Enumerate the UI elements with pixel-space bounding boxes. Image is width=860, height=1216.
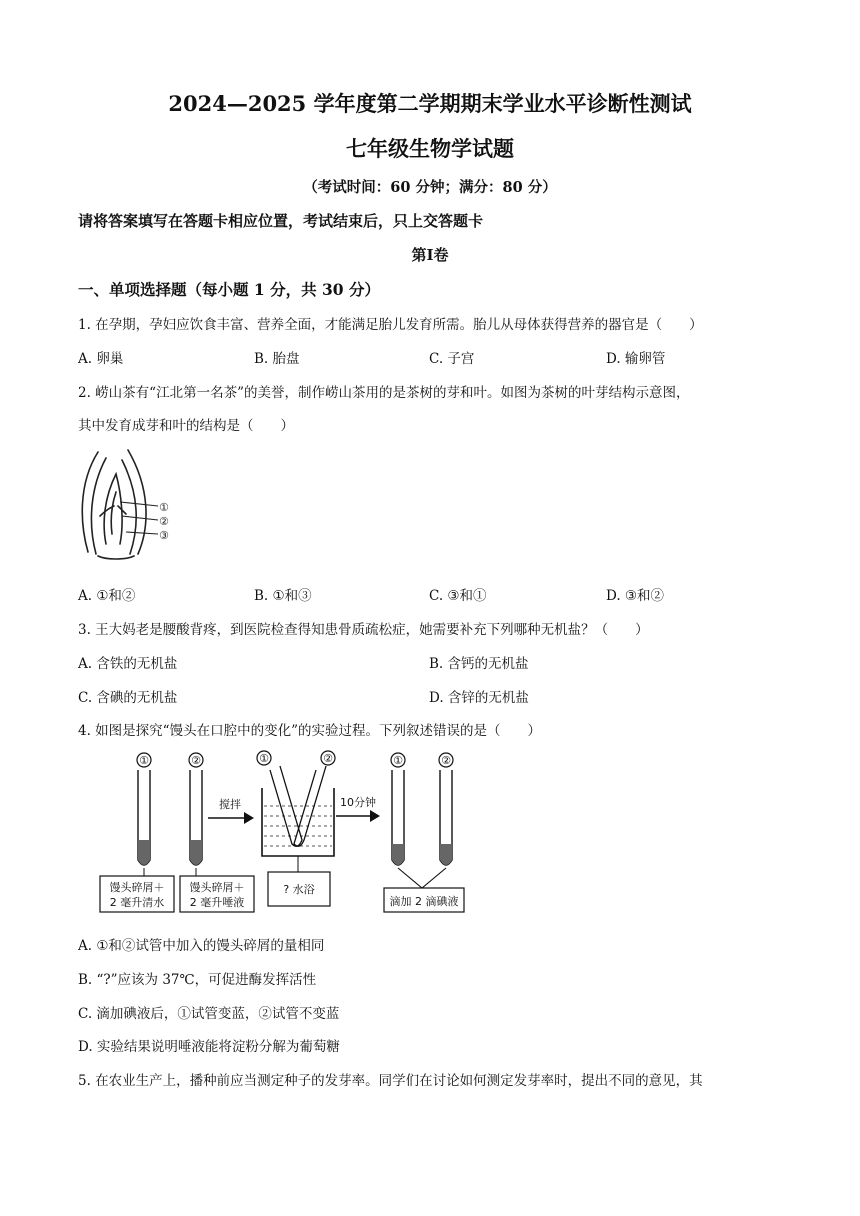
volume-heading: 第Ⅰ卷 (411, 246, 449, 264)
question-2-stem-line1: 2. 崂山茶有“江北第一名茶”的美誉，制作崂山茶用的是茶树的芽和叶。如图为茶树的叶芽结构示意图， (78, 385, 690, 401)
stir-label: 搅拌 (219, 798, 241, 811)
question-2-option-a: A. ①和② (78, 588, 136, 604)
question-5-stem: 5. 在农业生产上，播种前应当测定种子的发芽率。同学们在讨论如何测定发芽率时，提出不同的意见，其 (78, 1073, 703, 1089)
final-tube-1-label: ① (393, 754, 403, 767)
question-1-option-c: C. 子宫 (429, 351, 475, 367)
question-1-stem: 1. 在孕期，孕妇应饮食丰富、营养全面，才能满足胎儿发育所需。胎儿从母体获得营养的器官是（ ） (78, 317, 703, 333)
question-2-stem-line2: 其中发育成芽和叶的结构是（ ） (78, 418, 294, 434)
exam-info: （考试时间：60 分钟；满分：80 分） (303, 179, 557, 196)
question-4-option-b: B. “?”应该为 37℃，可促进酶发挥活性 (78, 972, 317, 988)
beaker-tube-2-label: ② (323, 752, 333, 765)
final-tube-2-label: ② (441, 754, 451, 767)
ten-minutes-label: 10分钟 (340, 796, 376, 809)
exam-title-line2: 七年级生物学试题 (346, 136, 514, 161)
tube-1-label: ① (139, 754, 149, 767)
figure-label-1: ① (159, 501, 169, 514)
question-2-option-b: B. ①和③ (254, 588, 312, 604)
section-heading: 一、单项选择题（每小题 1 分，共 30 分） (78, 280, 380, 299)
question-4-option-d: D. 实验结果说明唾液能将淀粉分解为葡萄糖 (78, 1039, 340, 1055)
box-2-line1: 馒头碎屑＋ (189, 881, 245, 894)
answer-notice: 请将答案填写在答题卡相应位置，考试结束后，只上交答题卡 (78, 212, 484, 230)
question-3-option-d: D. 含锌的无机盐 (429, 690, 529, 706)
question-2-option-c: C. ③和① (429, 588, 487, 604)
iodine-box-label: 滴加 2 滴碘液 (389, 895, 459, 908)
box-2-line2: 2 毫升唾液 (189, 896, 245, 909)
leaf-bud-figure (76, 444, 176, 566)
question-4-stem: 4. 如图是探究“馒头在口腔中的变化”的实验过程。下列叙述错误的是（ ） (78, 723, 541, 739)
question-4-option-a: A. ①和②试管中加入的馒头碎屑的量相同 (78, 938, 325, 954)
question-1-option-d: D. 输卵管 (606, 351, 666, 367)
box-1-line1: 馒头碎屑＋ (109, 881, 165, 894)
question-1-option-b: B. 胎盘 (254, 351, 300, 367)
exam-title-line1: 2024—2025 学年度第二学期期末学业水平诊断性测试 (168, 91, 692, 116)
figure-label-3: ③ (159, 529, 169, 542)
question-3-stem: 3. 王大妈老是腰酸背疼，到医院检查得知患骨质疏松症，她需要补充下列哪种无机盐？（ ） (78, 622, 649, 638)
box-1-line2: 2 毫升清水 (109, 896, 165, 909)
question-4-option-c: C. 滴加碘液后，①试管变蓝，②试管不变蓝 (78, 1006, 340, 1022)
tube-2-label: ② (191, 754, 201, 767)
experiment-figure (96, 748, 468, 920)
beaker-tube-1-label: ① (259, 752, 269, 765)
figure-label-2: ② (159, 515, 169, 528)
water-bath-label: ? 水浴 (283, 883, 315, 896)
question-1-option-a: A. 卵巢 (78, 351, 124, 367)
question-3-option-c: C. 含碘的无机盐 (78, 690, 178, 706)
question-2-option-d: D. ③和② (606, 588, 665, 604)
question-3-option-a: A. 含铁的无机盐 (78, 656, 178, 672)
question-3-option-b: B. 含钙的无机盐 (429, 656, 529, 672)
